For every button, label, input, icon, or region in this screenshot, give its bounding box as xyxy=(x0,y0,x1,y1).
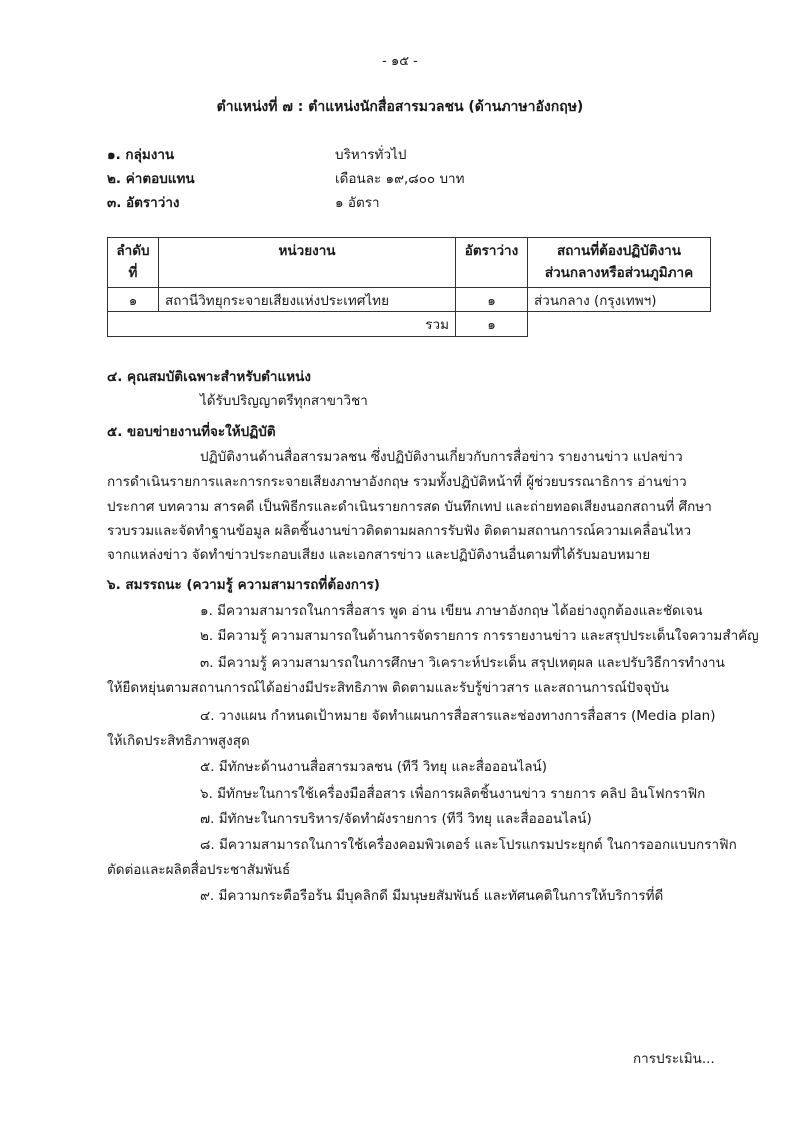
section5-line: จากแหล่งข่าว จัดทำข่าวประกอบเสียง และเอกสารข่าว และปฏิบัติงานอื่นตามที่ได้รับมอบหมาย xyxy=(107,547,651,563)
section5-line: รวบรวมและจัดทำฐานข้อมูล ผลิตชิ้นงานข่าวติดตามผลการรับฟัง ติดตามสถานการณ์ความเคลื่อนไหว xyxy=(107,523,692,539)
competency-item-5: ๕. มีทักษะด้านงานสื่อสารมวลชน (ทีวี วิทยุ และสื่อออนไลน์) xyxy=(200,759,548,775)
competency-item-1: ๑. มีความสามารถในการสื่อสาร พูด อ่าน เขียน ภาษาอังกฤษ ได้อย่างถูกต้องและชัดเจน xyxy=(200,603,703,619)
section5-heading: ๕. ขอบข่ายงานที่จะให้ปฏิบัติ xyxy=(107,424,276,440)
table-total-row xyxy=(108,312,711,337)
info-value-group: บริหารทั่วไป xyxy=(335,147,407,163)
header-order xyxy=(108,238,159,288)
cell-vacancy: ๑ xyxy=(456,288,528,312)
total-value: ๑ xyxy=(456,312,528,337)
header-vacancy: อัตราว่าง xyxy=(456,238,528,288)
competency-item-3-cont: ให้ยืดหยุ่นตามสถานการณ์ได้อย่างมีประสิทธิภาพ ติดตามและรับรู้ข่าวสาร และสถานการณ์ปัจจุบัน xyxy=(107,680,669,696)
competency-item-9: ๙. มีความกระตือรือร้น มีบุคลิกดี มีมนุษยสัมพันธ์ และทัศนคติในการให้บริการที่ดี xyxy=(200,888,664,904)
header-order-line1: ลำดับ xyxy=(116,243,150,259)
table-row xyxy=(108,288,711,312)
section5-line: การดำเนินรายการและการกระจายเสียงภาษาอังกฤษ รวมทั้งปฏิบัติหน้าที่ ผู้ช่วยบรรณาธิการ อ่านข่าว xyxy=(107,474,687,490)
competency-item-4-cont: ให้เกิดประสิทธิภาพสูงสุด xyxy=(107,733,250,749)
header-order-line2: ที่ xyxy=(128,265,138,281)
total-empty xyxy=(528,312,711,337)
header-location-line2: ส่วนกลางหรือส่วนภูมิภาค xyxy=(544,265,694,281)
competency-item-8-cont: ตัดต่อและผลิตสื่อประชาสัมพันธ์ xyxy=(107,862,291,878)
table-header-row xyxy=(108,238,711,288)
info-value-salary: เดือนละ ๑๙,๘๐๐ บาท xyxy=(335,171,465,187)
cell-unit: สถานีวิทยุกระจายเสียงแห่งประเทศไทย xyxy=(159,288,456,312)
page-number: - ๑๕ - xyxy=(382,54,418,69)
competency-item-7: ๗. มีทักษะในการบริหาร/จัดทำผังรายการ (ทีวี วิทยุ และสื่อออนไลน์) xyxy=(200,811,592,827)
continuation-marker: การประเมิน... xyxy=(633,1051,715,1067)
units-table xyxy=(107,237,711,337)
section4-heading: ๔. คุณสมบัติเฉพาะสำหรับตำแหน่ง xyxy=(107,369,311,385)
header-unit: หน่วยงาน xyxy=(159,238,456,288)
section5-line: ปฏิบัติงานด้านสื่อสารมวลชน ซึ่งปฏิบัติงานเกี่ยวกับการสื่อข่าว รายงานข่าว แปลข่าว xyxy=(200,449,683,465)
info-value-vacancy: ๑ อัตรา xyxy=(335,195,380,211)
competency-item-6: ๖. มีทักษะในการใช้เครื่องมือสื่อสาร เพื่อการผลิตชิ้นงานข่าว รายการ คลิป อินโฟกราฟิก xyxy=(200,786,706,802)
header-location-line1: สถานที่ต้องปฏิบัติงาน xyxy=(557,243,681,259)
section4-text: ได้รับปริญญาตรีทุกสาขาวิชา xyxy=(200,393,368,409)
info-label-vacancy: ๓. อัตราว่าง xyxy=(107,195,180,211)
competency-item-3: ๓. มีความรู้ ความสามารถในการศึกษา วิเคราะห์ประเด็น สรุปเหตุผล และปรับวิธีการทำงาน xyxy=(200,655,725,671)
total-label: รวม xyxy=(108,312,456,337)
competency-item-8: ๘. มีความสามารถในการใช้เครื่องคอมพิวเตอร์ และโปรแกรมประยุกต์ ในการออกแบบกราฟิก xyxy=(200,837,737,853)
header-location xyxy=(528,238,711,288)
position-title: ตำแหน่งที่ ๗ : ตำแหน่งนักสื่อสารมวลชน (ด้านภาษาอังกฤษ) xyxy=(216,99,584,115)
info-label-group: ๑. กลุ่มงาน xyxy=(107,147,175,163)
cell-location: ส่วนกลาง (กรุงเทพฯ) xyxy=(528,288,711,312)
section6-heading: ๖. สมรรถนะ (ความรู้ ความสามารถที่ต้องการ) xyxy=(107,577,380,593)
cell-order: ๑ xyxy=(108,288,159,312)
competency-item-4: ๔. วางแผน กำหนดเป้าหมาย จัดทำแผนการสื่อสารและช่องทางการสื่อสาร (Media plan) xyxy=(200,708,716,724)
info-label-salary: ๒. ค่าตอบแทน xyxy=(107,171,195,187)
section5-line: ประกาศ บทความ สารคดี เป็นพิธีกรและดำเนินรายการสด บันทึกเทป และถ่ายทอดเสียงนอกสถานที่ ศึกษา xyxy=(107,499,712,515)
competency-item-2: ๒. มีความรู้ ความสามารถในด้านการจัดรายการ การรายงานข่าว และสรุปประเด็นใจความสำคัญ xyxy=(200,628,759,644)
